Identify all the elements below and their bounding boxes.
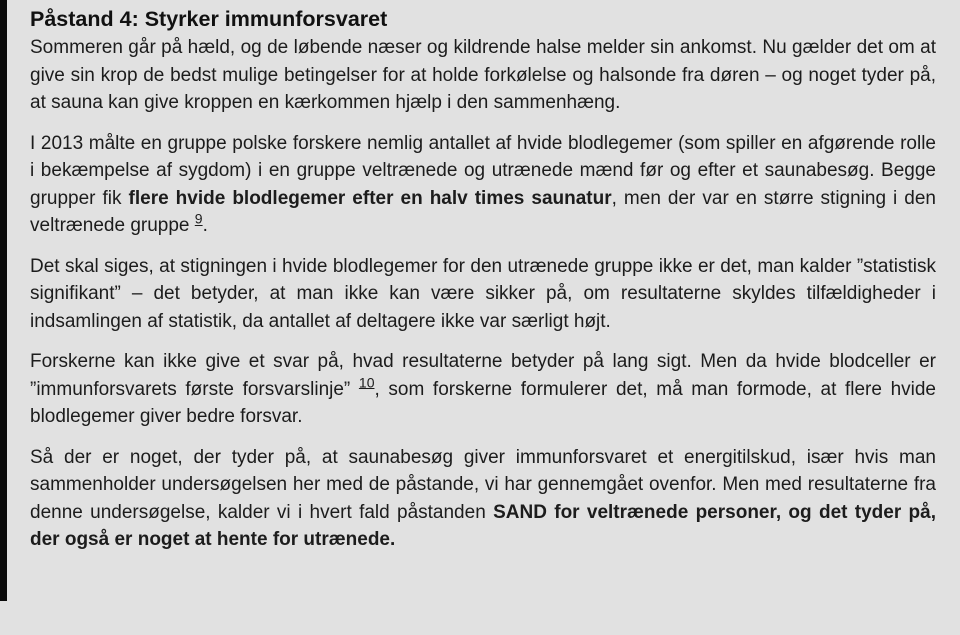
paragraph xyxy=(30,348,936,431)
reference-link[interactable]: 9 xyxy=(194,210,203,227)
paragraph xyxy=(30,444,936,554)
text-run: . xyxy=(202,215,208,236)
reference-superscript xyxy=(195,211,203,227)
text-run: I 2013 målte en gruppe polske forskere nemlig antallet af hvide blodlegemer (som spiller en afgørende rolle i bekæmpelse af sygdom) i en gruppe veltrænede og utrænede mænd før og efter et saunabesøg. Begge grupper fik xyxy=(30,132,936,209)
reference-link[interactable]: 10 xyxy=(358,374,375,391)
paragraph xyxy=(30,34,936,117)
left-accent-bar xyxy=(0,0,7,601)
bold-text-run: SAND for veltrænede personer, og det tyder på, der også er noget at hente for utrænede. xyxy=(30,501,937,550)
text-run: Så der er noget, der tyder på, at saunabesøg giver immunforsvaret et energitilskud, især hvis man sammenholder undersøgelsen her med de påstande, vi har gennemgået ovenfor. Men med resultaterne fra denne undersøgelse, kalder vi i hvert fald påstanden xyxy=(30,446,936,523)
text-run: Det skal siges, at stigningen i hvide blodlegemer for den utrænede gruppe ikke er det, man kalder ”statistisk signifikant” – det betyder, at man ikke kan være sikker på, om resultaterne skyldes tilfældigheder i indsamlingen af statistik, da antallet af deltagere ikke var særligt højt. xyxy=(30,255,936,332)
text-run: , men der var en større stigning i den veltrænede gruppe xyxy=(30,187,936,236)
paragraph xyxy=(30,253,936,336)
article-title: Påstand 4: Styrker immunforsvaret xyxy=(30,7,388,31)
text-run: Sommeren går på hæld, og de løbende næser og kildrende halse melder sin ankomst. Nu gælder det om at give sin krop de bedst mulige betingelser for at holde forkølelse og halsonde fra døren – og noget tyder på, at sauna kan give kroppen en kærkommen hjælp i den sammenhæng. xyxy=(30,37,936,113)
bold-text-run: flere hvide blodlegemer efter en halv times saunatur xyxy=(128,187,612,209)
text-run: , som forskerne formulerer det, må man formode, at flere hvide blodlegemer giver bedre forsvar. xyxy=(30,378,936,427)
text-run: Forskerne kan ikke give et svar på, hvad resultaterne betyder på lang sigt. Men da hvide blodceller er ”immunforsvarets første forsvarslinje” xyxy=(30,351,936,400)
article-paragraphs xyxy=(30,34,936,554)
article-content xyxy=(30,5,936,567)
paragraph xyxy=(30,130,936,240)
reference-superscript xyxy=(359,374,375,390)
